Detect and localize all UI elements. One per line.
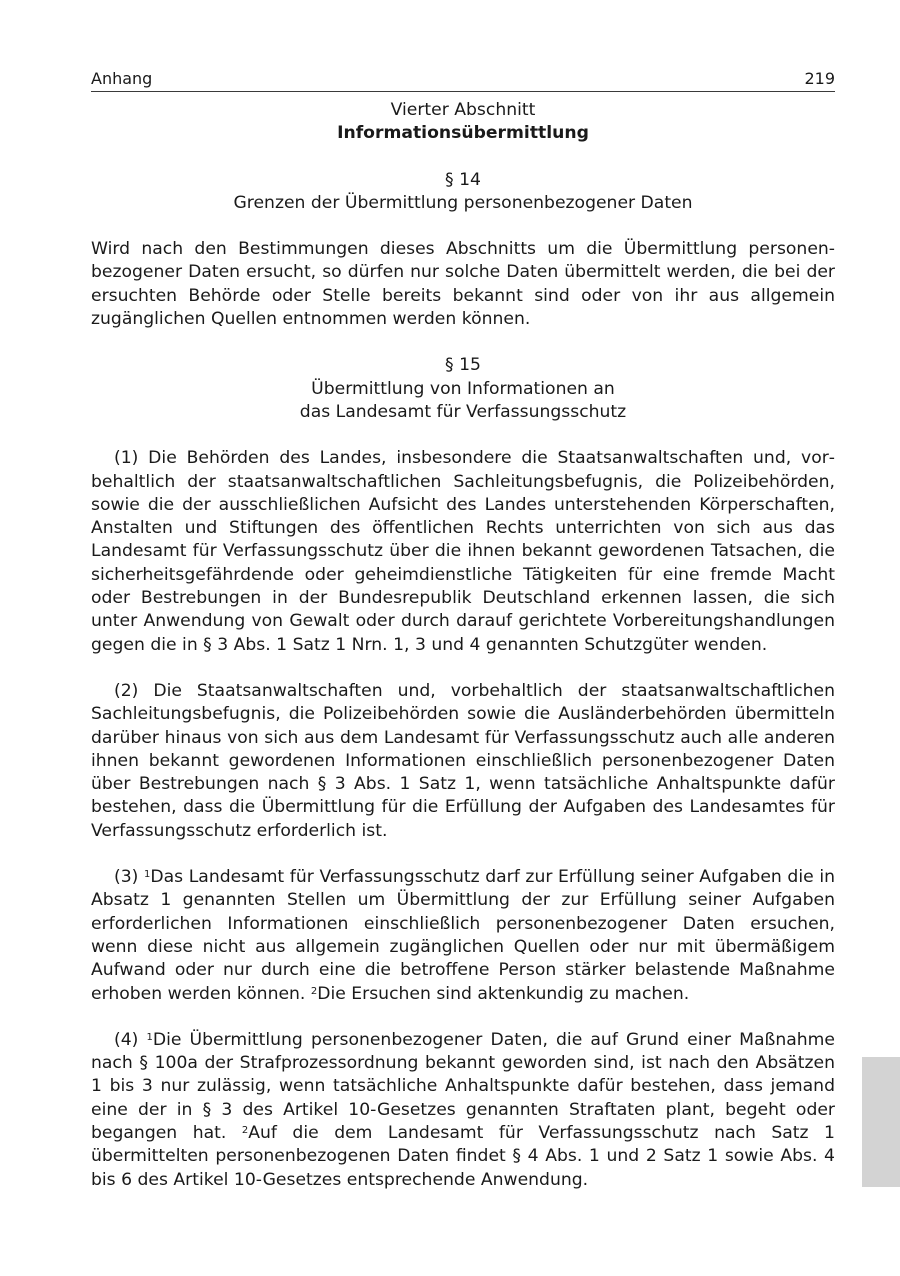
paragraph-15-title-line2: das Landesamt für Verfassungsschutz <box>299 401 627 422</box>
paragraph-15-absatz-1: (1) Die Behörden des Landes, insbesondere die Staatsanwaltschaften und, vorbehaltlich der staatsanwaltschaftlichen Sachleitungsbefugnis, die Polizeibehörden, sowie die der ausschließlichen Aufsicht des Landes unterstehenden Körperschaften, Anstalten und Stiftungen des öffentlichen Rechts unterrichten von sich aus das Landesamt für Verfassungsschutz über die ihnen bekannt gewordenen Tatsachen, die sicherheitsgefährdende oder geheimdienstliche Tätigkeiten für eine fremde Macht oder Bestrebungen in der Bundesrepublik Deutschland erkennen lassen, die sich unter Anwendung von Gewalt oder durch darauf gerichtete Vorbereitungshandlungen gegen die in § 3 Abs. 1 Satz 1 Nrn. 1, 3 und 4 genannten Schutzgüter wenden. <box>91 448 835 655</box>
paragraph-15-number: § 15 <box>445 355 481 376</box>
paragraph-15-absatz-3 <box>91 866 835 1006</box>
paragraph-15-absatz-4 <box>91 1029 835 1192</box>
thumb-index-tab <box>862 1057 900 1187</box>
absatz-4-prefix: (4) <box>114 1029 147 1050</box>
running-header <box>91 67 835 92</box>
paragraph-15-title-line1: Übermittlung von Informationen an <box>311 378 615 399</box>
paragraph-14-number: § 14 <box>445 169 481 190</box>
absatz-3-sentence-2: Die Ersuchen sind aktenkundig zu machen. <box>317 983 690 1004</box>
page-number: 219 <box>804 69 835 88</box>
paragraph-15-absatz-2: (2) Die Staatsanwaltschaften und, vorbehaltlich der staatsanwaltschaftlichen Sachleitungsbefugnis, die Polizeibehörden sowie die Ausländerbehörden übermitteln darüber hinaus von sich aus dem Landesamt für Verfassungsschutz auch alle anderen ihnen bekannt gewordenen Informationen einschließlich personenbezogener Daten über Bestrebungen nach § 3 Abs. 1 Satz 1, wenn tatsächliche Anhaltspunkte dafür bestehen, dass die Übermittlung für die Erfüllung der Aufgaben des Landesamtes für Verfassungsschutz erforderlich ist. <box>91 680 835 841</box>
absatz-4-sentence-1: Die Übermittlung personenbezogener Daten, die auf Grund einer Maßnahme nach § 100a der Strafprozessordnung bekannt geworden sind, ist nach den Absätzen 1 bis 3 nur zulässig, wenn tatsächliche Anhaltspunkte dafür bestehen, dass jemand eine der in § 3 des Artikel 10-Gesetzes genannten Straftaten plant, begeht oder begangen hat. <box>91 1029 835 1143</box>
paragraph-14-title: Grenzen der Übermittlung personenbezogener Daten <box>233 192 693 213</box>
section-label: Vierter Abschnitt <box>390 100 536 120</box>
absatz-3-sentence-1: Das Landesamt für Verfassungsschutz darf zur Erfüllung seiner Aufgaben die in Absatz 1 genannten Stellen um Übermittlung der zur Erfüllung seiner Aufgaben erforderlichen Informationen einschließlich personenbezogener Daten ersuchen, wenn diese nicht aus allgemein zugänglichen Quellen oder nur mit übermäßigem Aufwand oder nur durch eine die betroffene Person stärker belastende Maßnahme erhoben werden können. <box>91 867 835 1004</box>
section-title: Informationsübermittlung <box>337 123 589 144</box>
absatz-4-sentence-2: Auf die dem Landesamt für Verfassungsschutz nach Satz 1 übermittelten personenbezogenen Daten findet § 4 Abs. 1 und 2 Satz 1 sowie Abs. 4 bis 6 des Artikel 10-Gesetzes entsprechende Anwendung. <box>91 1122 835 1190</box>
sentence-marker: 2 <box>241 1124 249 1136</box>
sentence-marker: 1 <box>143 869 151 881</box>
absatz-3-prefix: (3) <box>114 867 144 888</box>
paragraph-14-text: Wird nach den Bestimmungen dieses Abschnitts um die Übermittlung personenbezogener Daten ersucht, so dürfen nur solche Daten übermittelt werden, die bei der ersuchten Behörde oder Stelle bereits bekannt sind oder von ihr aus allgemein zugänglichen Quellen entnommen werden können. <box>91 239 835 330</box>
header-section-label: Anhang <box>91 69 153 88</box>
sentence-marker: 2 <box>310 985 318 997</box>
sentence-marker: 1 <box>146 1031 153 1043</box>
page-body <box>91 99 835 1192</box>
